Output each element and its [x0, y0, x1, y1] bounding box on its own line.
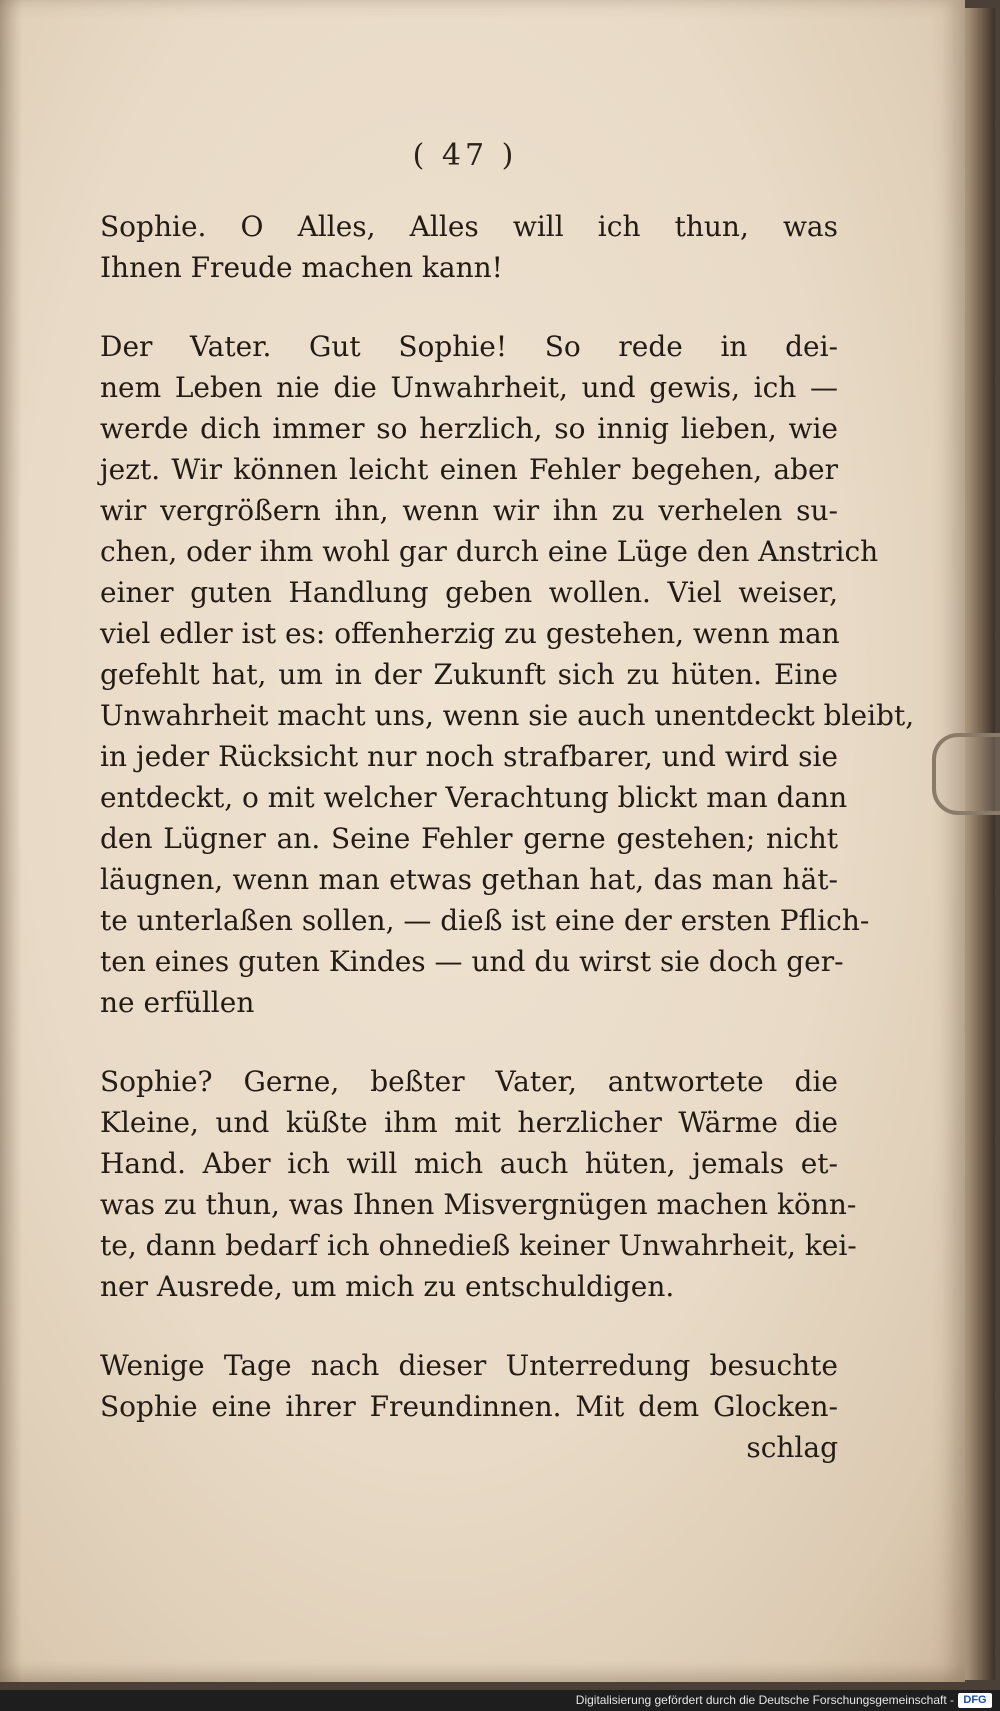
- text-line: Ihnen Freude machen kann!: [100, 251, 503, 284]
- text-line: ten eines guten Kindes — und du wirst sie doch ger-: [100, 945, 844, 978]
- text-line: nem Leben nie die Unwahrheit, und gewis, ich —: [100, 371, 838, 404]
- text-line: te, dann bedarf ich ohnedieß keiner Unwahrheit, kei-: [100, 1229, 857, 1262]
- paragraph: [100, 326, 915, 1023]
- catchword: schlag: [746, 1431, 838, 1464]
- text-line: Sophie. O Alles, Alles will ich thun, was: [100, 210, 838, 243]
- text-line: viel edler ist es: offenherzig zu gestehen, wenn man: [100, 617, 840, 650]
- text-line: wir vergrößern ihn, wenn wir ihn zu verhelen su-: [100, 494, 838, 527]
- paragraph: [100, 1345, 838, 1468]
- text-line: chen, oder ihm wohl gar durch eine Lüge den Anstrich: [100, 535, 879, 568]
- text-line: gefehlt hat, um in der Zukunft sich zu hüten. Eine: [100, 658, 838, 691]
- text-line: was zu thun, was Ihnen Misvergnügen machen könn-: [100, 1188, 857, 1221]
- page-clip: [932, 733, 1000, 815]
- spine-shadow: [0, 0, 22, 1682]
- text-block: [100, 206, 915, 1468]
- page-number: ( 47 ): [412, 138, 518, 173]
- text-line: Wenige Tage nach dieser Unterredung besuchte: [100, 1349, 838, 1382]
- text-line: Sophie eine ihrer Freundinnen. Mit dem Glocken-: [100, 1390, 838, 1423]
- text-line: den Lügner an. Seine Fehler gerne gestehen; nicht: [100, 822, 838, 855]
- text-line: ner Ausrede, um mich zu entschuldigen.: [100, 1270, 675, 1303]
- paragraph: [100, 1061, 857, 1307]
- paragraph: [100, 206, 838, 288]
- text-line: in jeder Rücksicht nur noch strafbarer, und wird sie: [100, 740, 838, 773]
- text-line: Hand. Aber ich will mich auch hüten, jemals et-: [100, 1147, 838, 1180]
- text-line: Der Vater. Gut Sophie! So rede in dei-: [100, 330, 838, 363]
- dfg-logo-icon: DFG: [958, 1693, 992, 1708]
- text-line: jezt. Wir können leicht einen Fehler begehen, aber: [100, 453, 838, 486]
- text-line: te unterlaßen sollen, — dieß ist eine der ersten Pflich-: [100, 904, 870, 937]
- footer-credit: Digitalisierung gefördert durch die Deutsche Forschungsgemeinschaft -: [575, 1693, 954, 1707]
- text-line: einer guten Handlung geben wollen. Viel weiser,: [100, 576, 838, 609]
- text-line: Sophie? Gerne, beßter Vater, antwortete die: [100, 1065, 838, 1098]
- text-line: entdeckt, o mit welcher Verachtung blickt man dann: [100, 781, 848, 814]
- text-line: Unwahrheit macht uns, wenn sie auch unentdeckt bleibt,: [100, 699, 915, 732]
- text-line: ne erfüllen: [100, 986, 255, 1019]
- text-line: Kleine, und küßte ihm mit herzlicher Wärme die: [100, 1106, 838, 1139]
- text-line: werde dich immer so herzlich, so innig lieben, wie: [100, 412, 838, 445]
- text-line: läugnen, wenn man etwas gethan hat, das man hät-: [100, 863, 838, 896]
